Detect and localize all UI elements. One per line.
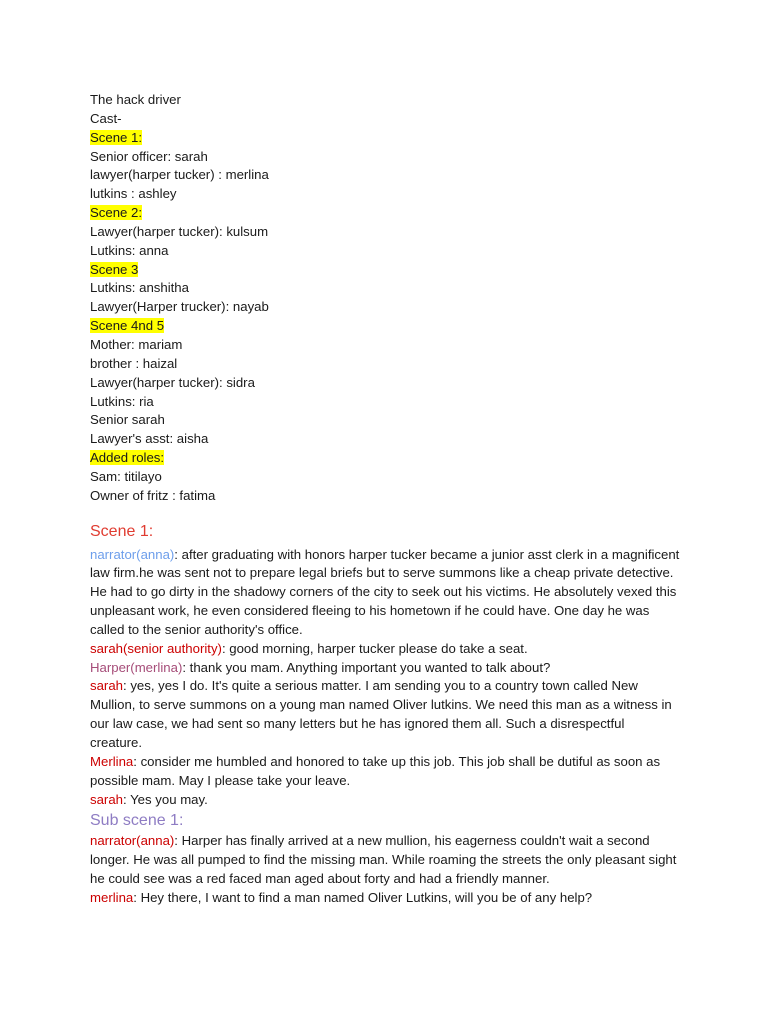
cast-scene-label <box>90 317 690 336</box>
cast-label: Cast- <box>90 110 122 126</box>
speaker-name: Harper(merlina) <box>90 659 183 675</box>
cast-scene-label <box>90 204 690 223</box>
speaker-name: sarah <box>90 791 123 807</box>
cast-entry-text: Lutkins: anshitha <box>90 280 189 296</box>
cast-entry-text: Senior sarah <box>90 412 165 428</box>
cast-scene-label <box>90 129 690 148</box>
dialogue-line <box>90 640 680 659</box>
cast-entry <box>90 487 690 506</box>
dialogue-line <box>90 791 680 810</box>
cast-entry <box>90 223 690 242</box>
cast-entry-text: Sam: titilayo <box>90 468 162 484</box>
cast-entry <box>90 336 690 355</box>
cast-entry <box>90 279 690 298</box>
cast-entry <box>90 355 690 374</box>
dialogue-text: : Yes you may. <box>123 791 208 807</box>
speaker-name: merlina <box>90 889 134 905</box>
cast-entry <box>90 430 690 449</box>
sub-scene-1-dialogue <box>90 832 690 907</box>
cast-entry-text: Owner of fritz : fatima <box>90 487 216 503</box>
cast-entry-text: Lutkins: ria <box>90 393 154 409</box>
cast-entry-text: brother : haizal <box>90 355 178 371</box>
dialogue-text: : thank you mam. Anything important you wanted to talk about? <box>182 659 551 675</box>
dialogue-text: : after graduating with honors harper tucker became a junior asst clerk in a magnificent law firm.he was sent not to prepare legal briefs but to serve summons like a cheap private detective. He had to go dirty in the shadowy corners of the city to seek out his victims. He absolutely vexed this unpleasant work, he even considered fleeing to his hometown if he could have. One day he was called to the senior authority's office. <box>90 546 680 637</box>
cast-entry-text: Mother: mariam <box>90 336 183 352</box>
cast-entry <box>90 185 690 204</box>
cast-entry <box>90 298 690 317</box>
cast-scene-label <box>90 449 690 468</box>
dialogue-text: : yes, yes I do. It's quite a serious matter. I am sending you to a country town called New Mullion, to serve summons on a young man named Oliver lutkins. We need this man as a witness in our law case, we had sent so many letters but he has ignored them all. Such a disrespectful creature. <box>90 678 672 750</box>
dialogue-text: : good morning, harper tucker please do take a seat. <box>221 640 528 656</box>
scene-1-dialogue <box>90 546 690 810</box>
dialogue-line <box>90 753 680 791</box>
cast-entry-text: lawyer(harper tucker) : merlina <box>90 167 269 183</box>
dialogue-line <box>90 832 680 889</box>
dialogue-line <box>90 659 680 678</box>
document-title: The hack driver <box>90 92 181 107</box>
dialogue-line <box>90 889 680 908</box>
highlighted-scene-text: Scene 2: <box>90 205 143 221</box>
cast-list <box>90 129 690 506</box>
cast-entry-text: Senior officer: sarah <box>90 148 208 164</box>
dialogue-line <box>90 546 680 640</box>
cast-entry <box>90 242 690 261</box>
cast-entry <box>90 468 690 487</box>
cast-entry <box>90 374 690 393</box>
cast-scene-label <box>90 261 690 280</box>
speaker-name: sarah <box>90 678 123 694</box>
dialogue-text: : Hey there, I want to find a man named Oliver Lutkins, will you be of any help? <box>133 889 593 905</box>
document-page <box>90 91 690 908</box>
cast-entry <box>90 166 690 185</box>
speaker-name: Merlina <box>90 753 134 769</box>
speaker-name: sarah(senior authority) <box>90 640 222 656</box>
highlighted-scene-text: Scene 1: <box>90 129 143 145</box>
cast-entry-text: Lawyer's asst: aisha <box>90 431 209 447</box>
highlighted-scene-text: Scene 4nd 5 <box>90 318 165 334</box>
cast-entry-text: Lawyer(harper tucker): kulsum <box>90 223 269 239</box>
highlighted-scene-text: Added roles: <box>90 450 165 466</box>
cast-entry-text: Lutkins: anna <box>90 242 169 258</box>
speaker-name: narrator(anna) <box>90 833 175 849</box>
sub-scene-1-heading: Sub scene 1: <box>90 812 184 830</box>
scene-1-heading: Scene 1: <box>90 522 154 540</box>
cast-entry-text: lutkins : ashley <box>90 186 177 202</box>
dialogue-text: : Harper has finally arrived at a new mullion, his eagerness couldn't wait a second longer. He was all pumped to find the missing man. While roaming the streets the only pleasant sight he could see was a red faced man aged about forty and had a friendly manner. <box>90 833 677 887</box>
dialogue-line <box>90 677 680 752</box>
cast-entry <box>90 393 690 412</box>
cast-entry-text: Lawyer(harper tucker): sidra <box>90 374 255 390</box>
highlighted-scene-text: Scene 3 <box>90 261 139 277</box>
cast-entry <box>90 148 690 167</box>
cast-entry <box>90 411 690 430</box>
dialogue-text: : consider me humbled and honored to take up this job. This job shall be dutiful as soon as possible mam. May I please take your leave. <box>90 753 661 788</box>
cast-entry-text: Lawyer(Harper trucker): nayab <box>90 299 269 315</box>
speaker-name: narrator(anna) <box>90 546 175 562</box>
